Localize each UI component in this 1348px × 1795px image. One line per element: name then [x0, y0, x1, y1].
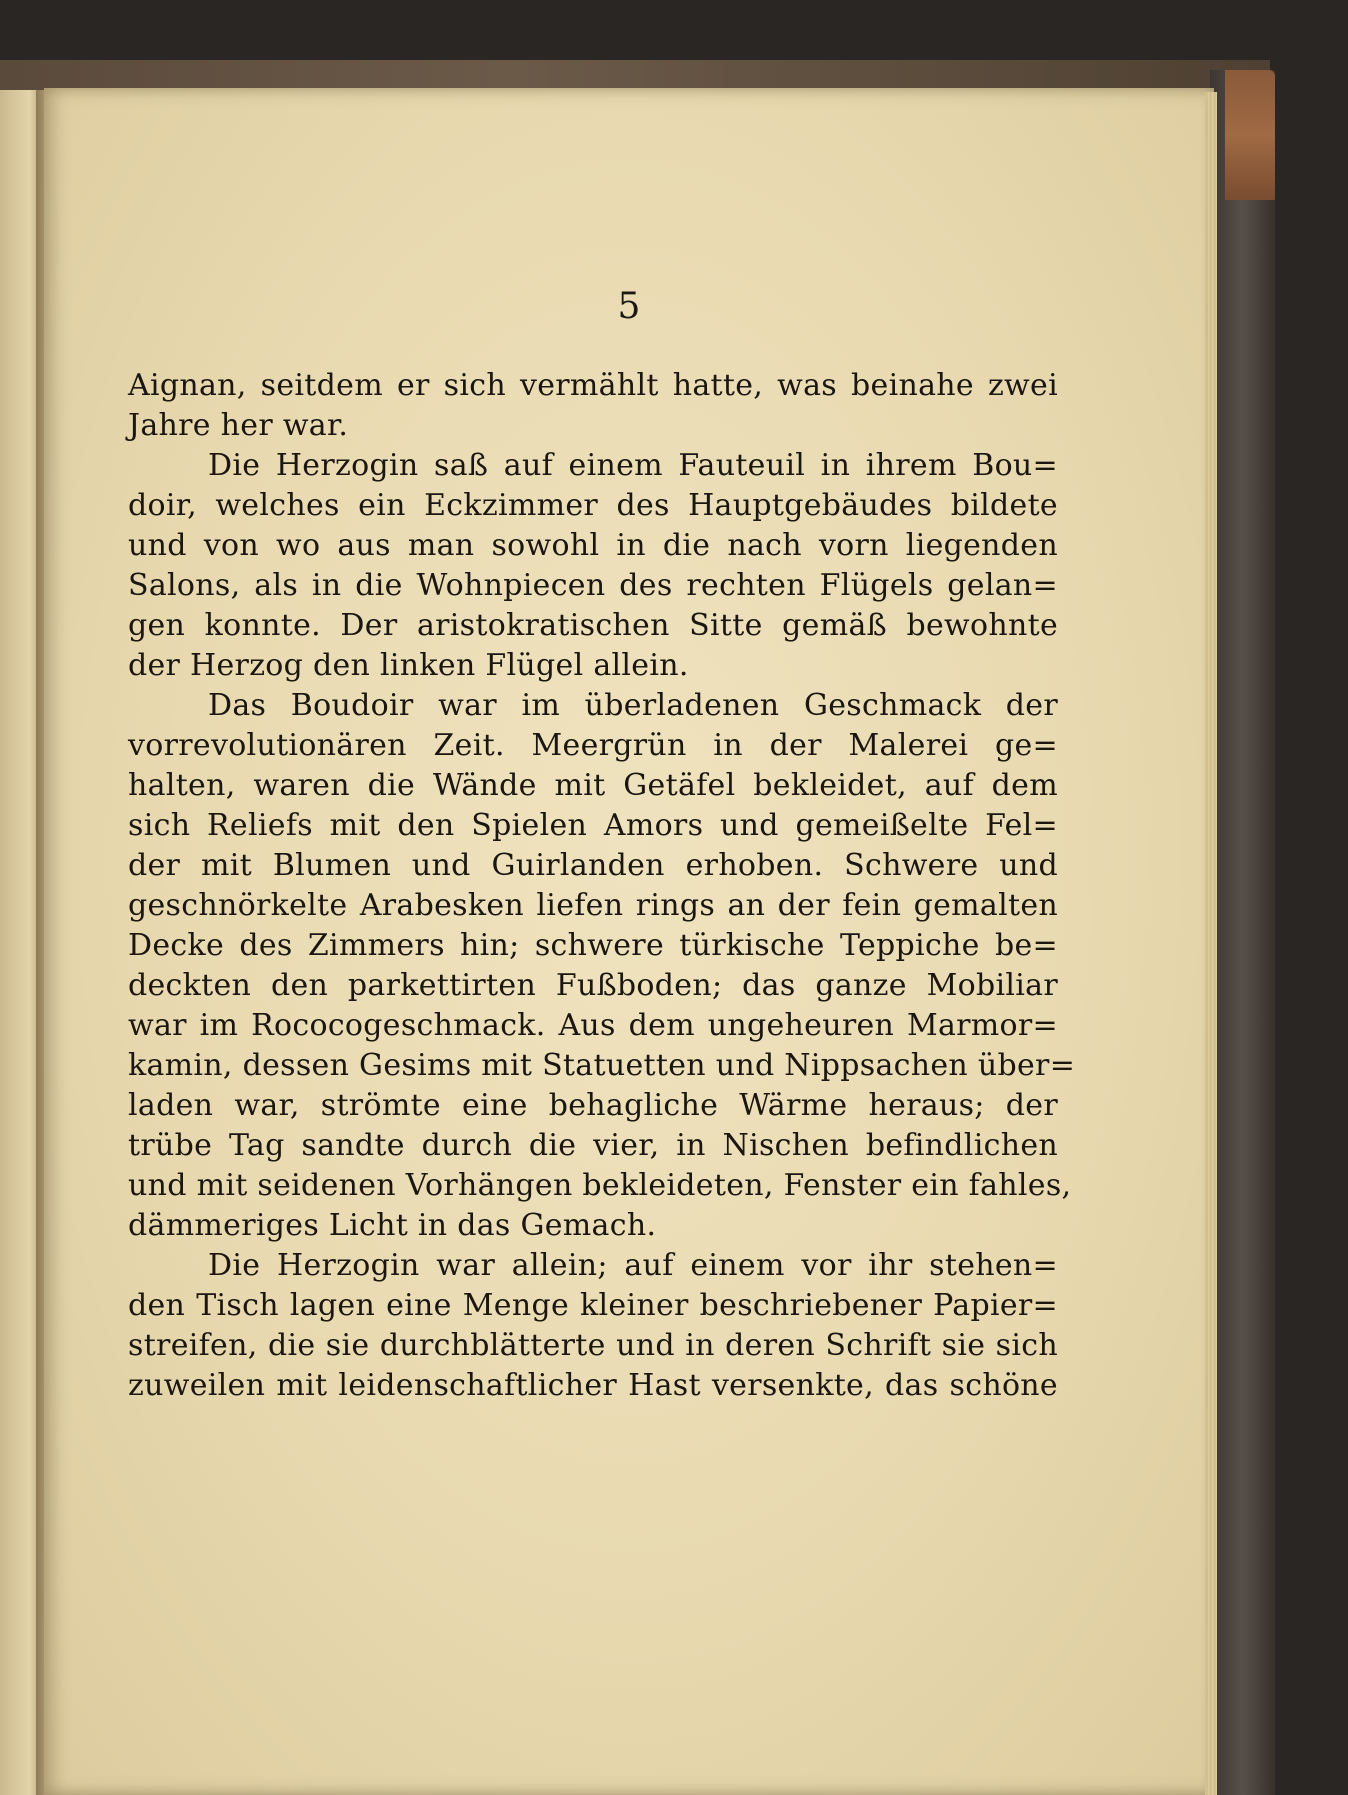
text-line: streifen, die sie durchblätterte und in deren Schrift sie sich — [128, 1328, 1058, 1363]
book-spine-edge — [1210, 70, 1275, 1795]
text-line: geschnörkelte Arabesken liefen rings an der fein gemalten — [128, 888, 1058, 923]
text-line: Die Herzogin saß auf einem Fauteuil in ihrem Bou= — [208, 448, 1058, 483]
text-line: Decke des Zimmers hin; schwere türkische Teppiche be= — [128, 928, 1058, 963]
text-line: deckten den parkettirten Fußboden; das ganze Mobiliar — [128, 968, 1058, 1003]
text-line: zuweilen mit leidenschaftlicher Hast versenkte, das schöne — [128, 1368, 1058, 1403]
text-line: Salons, als in die Wohnpiecen des rechten Flügels gelan= — [128, 568, 1058, 603]
text-line: Das Boudoir war im überladenen Geschmack der — [208, 688, 1058, 723]
text-line: dämmeriges Licht in das Gemach. — [128, 1208, 657, 1243]
text-line: und mit seidenen Vorhängen bekleideten, Fenster ein fahles, — [128, 1168, 1072, 1203]
text-line: gen konnte. Der aristokratischen Sitte gemäß bewohnte — [128, 608, 1058, 643]
text-line: den Tisch lagen eine Menge kleiner beschriebener Papier= — [128, 1288, 1058, 1323]
text-line: kamin, dessen Gesims mit Statuetten und Nippsachen über= — [128, 1048, 1076, 1083]
text-line: der Herzog den linken Flügel allein. — [128, 648, 689, 683]
page-stack-edges — [1205, 92, 1217, 1795]
text-line: Die Herzogin war allein; auf einem vor ihr stehen= — [208, 1248, 1058, 1283]
text-line: war im Rococogeschmack. Aus dem ungeheuren Marmor= — [128, 1008, 1058, 1043]
text-line: laden war, strömte eine behagliche Wärme heraus; der — [128, 1088, 1058, 1123]
leather-corner — [1225, 70, 1275, 200]
text-line: der mit Blumen und Guirlanden erhoben. Schwere und — [128, 848, 1058, 883]
text-line: Aignan, seitdem er sich vermählt hatte, was beinahe zwei — [128, 368, 1058, 403]
page-text-block — [128, 366, 1076, 1406]
text-line: trübe Tag sandte durch die vier, in Nischen befindlichen — [128, 1128, 1058, 1163]
text-line: und von wo aus man sowohl in die nach vorn liegenden — [128, 528, 1058, 563]
book-page — [44, 88, 1214, 1795]
text-line: halten, waren die Wände mit Getäfel bekleidet, auf dem — [128, 768, 1058, 803]
text-line: doir, welches ein Eckzimmer des Hauptgebäudes bildete — [128, 488, 1058, 523]
text-line: vorrevolutionären Zeit. Meergrün in der Malerei ge= — [128, 728, 1058, 763]
text-line: Jahre her war. — [128, 408, 349, 443]
text-line: sich Reliefs mit den Spielen Amors und gemeißelte Fel= — [128, 808, 1058, 843]
page-number: 5 — [617, 286, 641, 327]
